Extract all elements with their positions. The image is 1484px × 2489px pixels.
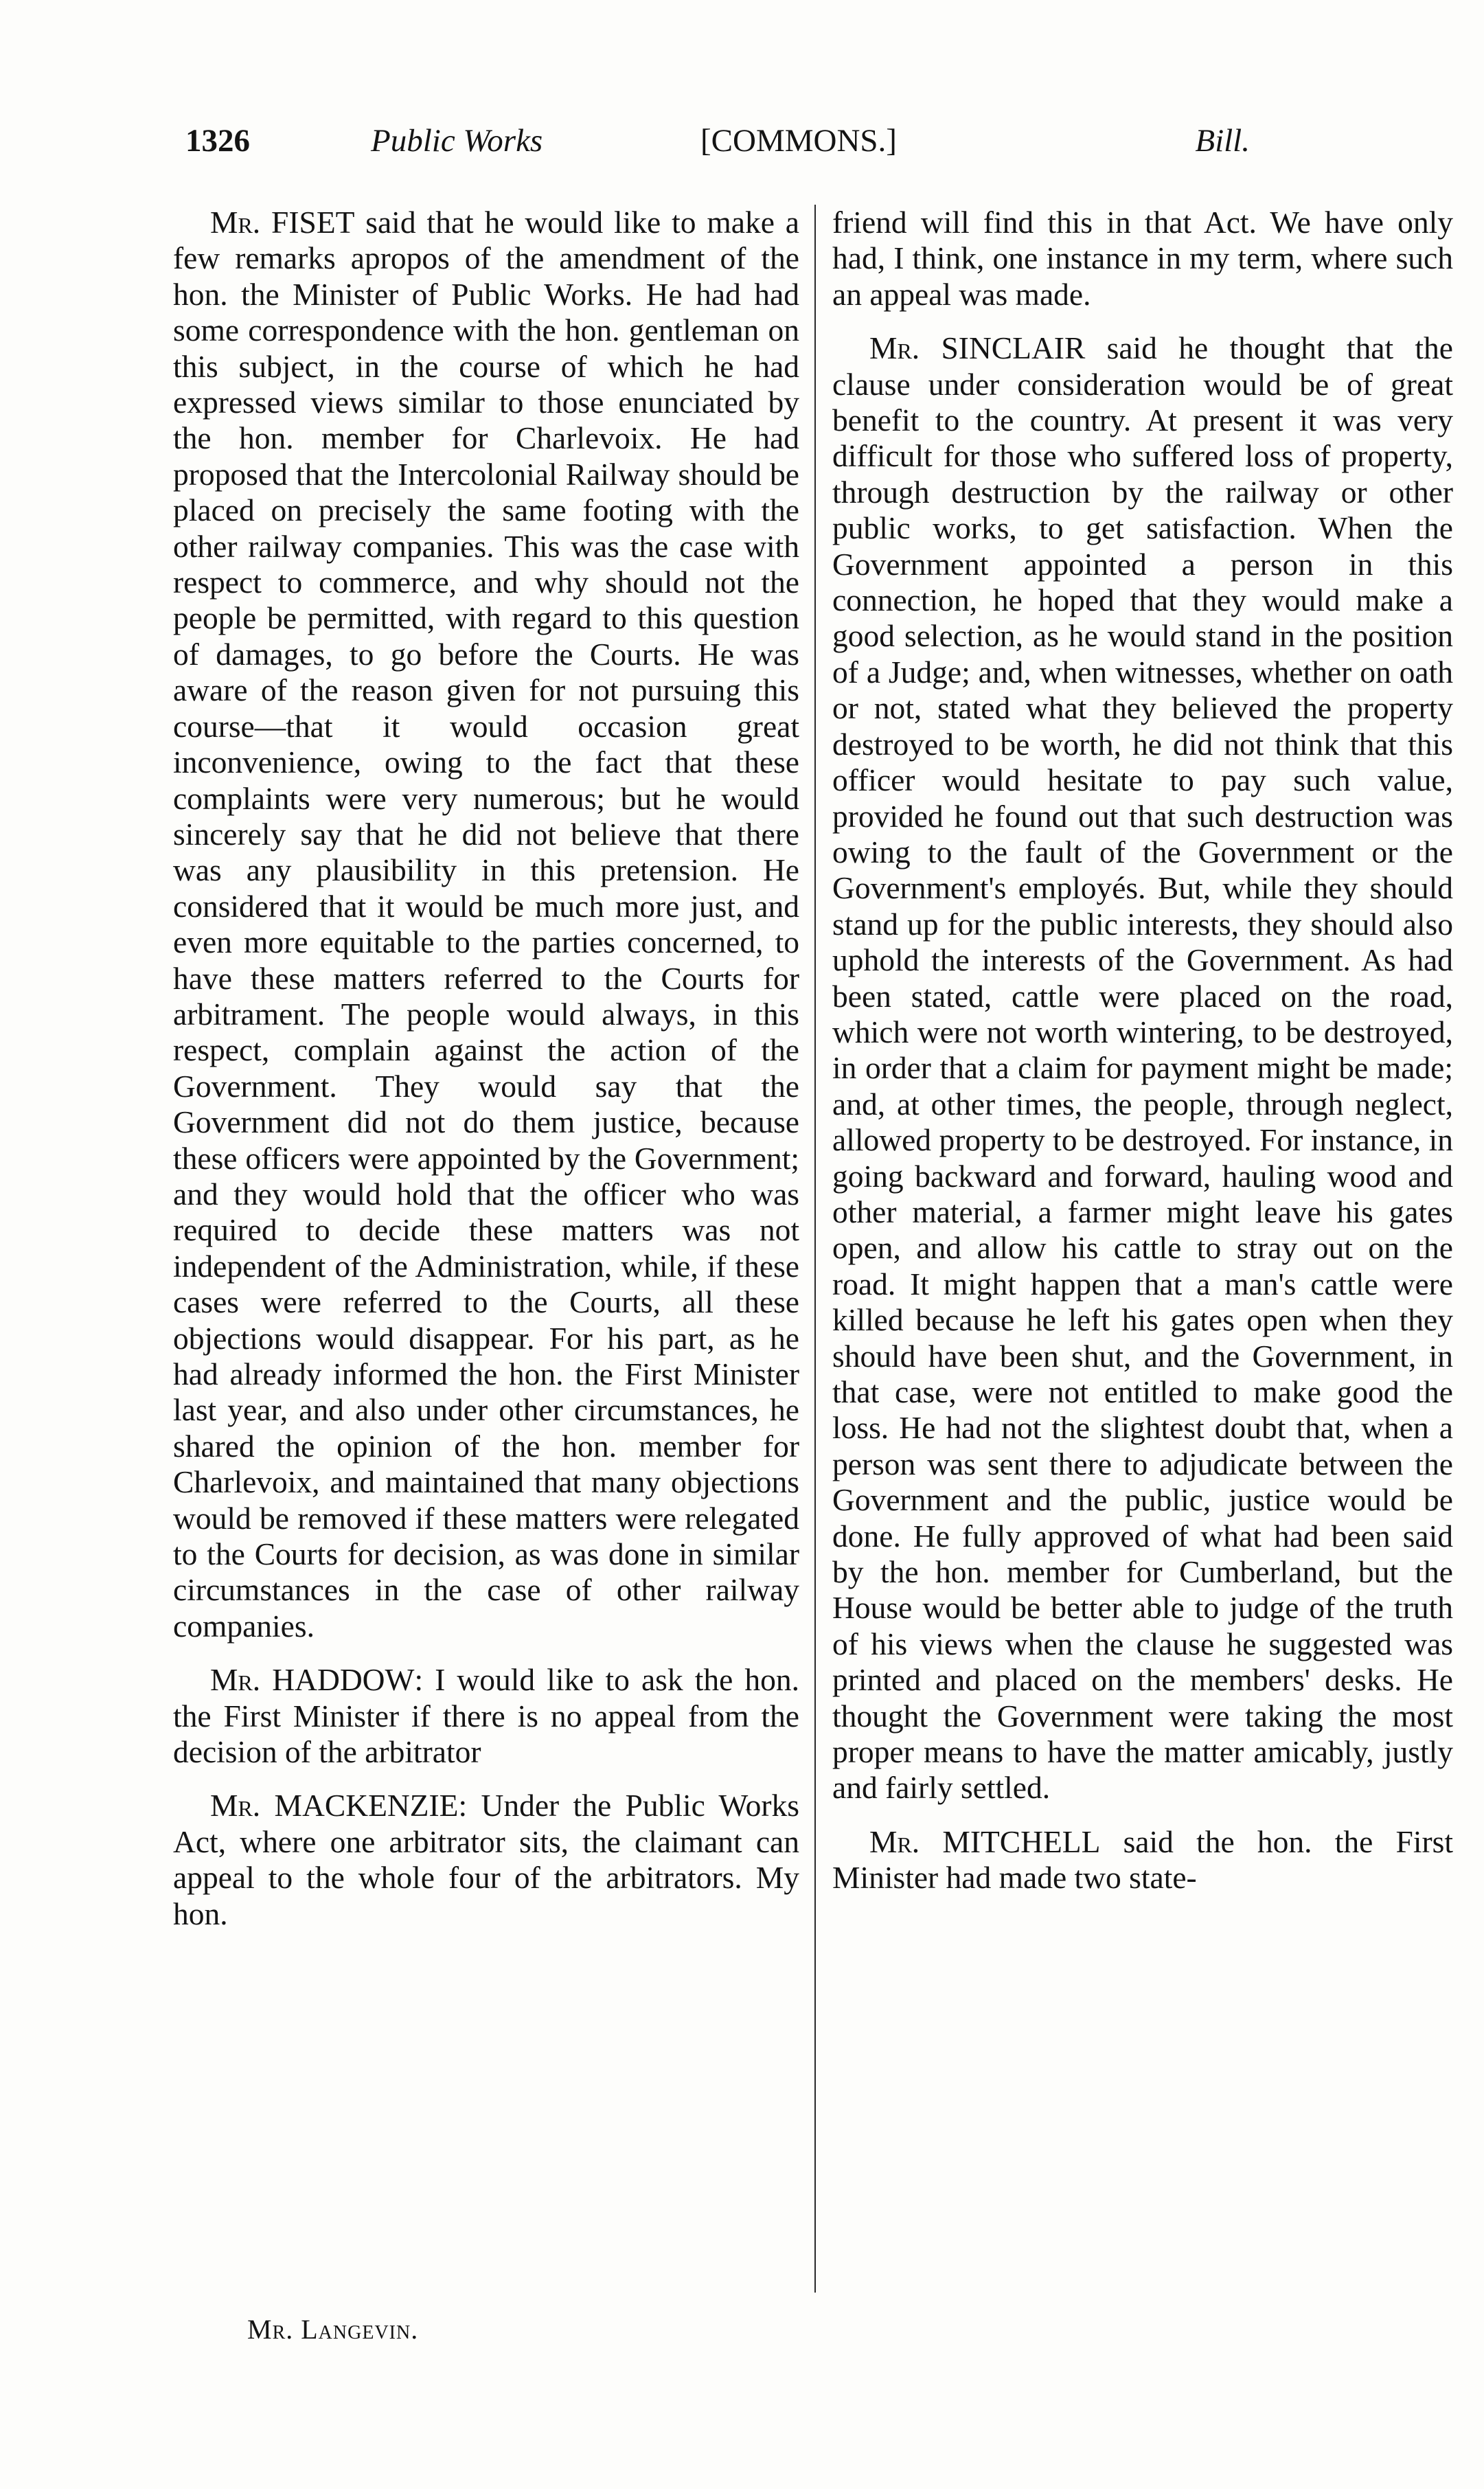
column-divider	[814, 205, 816, 2293]
paragraph-haddow	[173, 1662, 799, 1770]
paragraph-mitchell	[832, 1824, 1453, 1896]
running-title-right: Bill.	[1195, 123, 1250, 159]
paragraph-sinclair	[832, 330, 1453, 1806]
paragraph-fiset	[173, 205, 799, 1644]
speech-text: said that he would like to make a few remarks apropos of the amendment of the hon. the Minister of Public Works. He had had some correspondence with the hon. gentleman on this subject, in the course of which he had expressed views similar to those enunciated by the hon. member for Charlevoix. He had proposed that the Intercolonial Railway should be placed on precisely the same footing with the other railway companies. This was the case with respect to commerce, and why should not the people be permitted, with regard to this question of damages, to go before the Courts. He was aware of the reason given for not pursuing this course—that it would occasion great inconvenience, owing to the fact that these complaints were very numerous; but he would sincerely say that he did not believe that there was any plausibility in this pretension. He considered that it would be much more just, and even more equitable to the parties concerned, to have these matters referred to the Courts for arbitrament. The people would always, in this respect, complain against the action of the Government. They would say that the Government did not do them justice, because these officers were appointed by the Government; and they would hold that the officer who was required to decide these matters was not independent of the Administration, while, if these cases were referred to the Courts, all these objections would disappear. For his part, as he had already informed the hon. the First Minister last year, and also under other circumstances, he shared the opinion of the hon. member for Charlevoix, and maintained that many objections would be removed if these matters were relegated to the Courts for decision, as was done in similar circumstances in the case of other railway companies.	[173, 205, 799, 1644]
paragraph-continuation	[832, 205, 1453, 312]
paragraph-mackenzie	[173, 1788, 799, 1932]
speaker-name: Mr. SINCLAIR	[869, 330, 1086, 366]
page-header	[185, 122, 1250, 184]
catchword-footer: Mr. Langevin.	[247, 2314, 419, 2345]
speaker-name: Mr. MACKENZIE	[210, 1788, 459, 1823]
speaker-name: Mr. FISET	[210, 205, 355, 240]
speech-text: said the hon. the First Minister had made two state-	[832, 1823, 1453, 1896]
speech-text: : Under the Public Works Act, where one arbitrator sits, the claimant can appeal to the whole four of the arbitrators. My hon.	[173, 1788, 799, 1931]
left-column	[173, 205, 799, 1950]
running-title-left: Public Works	[371, 123, 543, 159]
speech-text: : I would like to ask the hon. the First Minister if there is no appeal from the decision of the arbitrator	[173, 1662, 799, 1770]
speech-text: said he thought that the clause under consideration would be of great benefit to the country. At present it was very difficult for those who suffered loss of property, through destruction by the railway or other public works, to get satisfaction. When the Government appointed a person in this connection, he hoped that they would make a good selection, as he would stand in the position of a Judge; and, when witnesses, whether on oath or not, stated what they believed the property destroyed to be worth, he did not think that this officer would hesitate to pay such value, provided he found out that such destruction was owing to the fault of the Government or the Government's employés. But, while they should stand up for the public interests, they should also uphold the interests of the Government. As had been stated, cattle were placed on the road, which were not worth wintering, to be destroyed, in order that a claim for payment might be made; and, at other times, the people, through neglect, allowed property to be destroyed. For instance, in going backward and forward, hauling wood and other material, a farmer might leave his gates open, and allow his cattle to stray out on the road. It might happen that a man's cattle were killed because he left his gates open when they should have been shut, and the Government, in that case, were not entitled to make good the loss. He had not the slightest doubt that, when a person was sent there to adjudicate between the Government and the public, justice would be done. He fully approved of what had been said by the hon. member for Cumberland, but the House would be better able to judge of the truth of his views when the clause he suggested was printed and placed on the members' desks. He thought the Government were taking the most proper means to have the matter amicably, justly and fairly settled.	[832, 330, 1453, 1806]
speaker-name: Mr. MITCHELL	[869, 1823, 1101, 1859]
right-column	[832, 205, 1453, 1914]
page-number: 1326	[185, 123, 250, 159]
speech-text: friend will find this in that Act. We have only had, I think, one instance in my term, where such an appeal was made.	[832, 205, 1453, 312]
speaker-name: Mr. HADDOW	[210, 1662, 415, 1698]
running-title-center: [COMMONS.]	[700, 123, 897, 159]
